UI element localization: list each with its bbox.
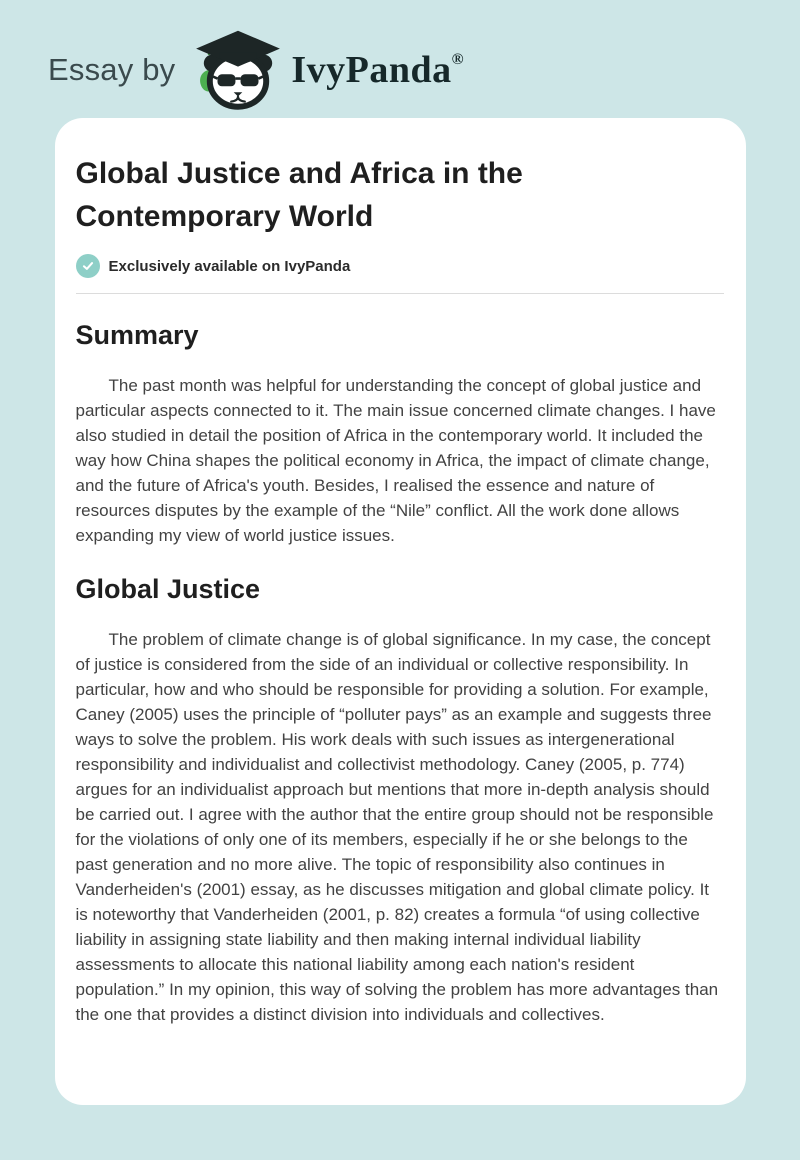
global-justice-paragraph: The problem of climate change is of global significance. In my case, the concept of justice is considered from the side of an individual or collective responsibility. In particular, how and who should be responsible for providing a solution. For example, Caney (2005) uses the principle of “polluter pays” as an example and suggests three ways to solve the problem. His work deals with such issues as intergenerational responsibility and individualist and collectivist methodology. Caney (2005, p. 774) argues for an individualist approach but mentions that more in-depth analysis should be carried out. I agree with the author that the entire group should not be responsible for the violations of only one of its members, especially if he or she belongs to the past generation and no more alive. The topic of responsibility also continues in Vanderheiden's (2001) essay, as he discusses mitigation and global climate policy. It is noteworthy that Vanderheiden (2001, p. 82) creates a formula “of using collective liability in assigning state liability and then making internal individual liability assessments to allocate this national liability among each nation's resident population.” In my opinion, this way of solving the problem has more advantages than the one that provides a distinct division into individuals and collectives. bbox=[75, 630, 719, 1024]
page-title: Global Justice and Africa in the Contemporary World bbox=[75, 157, 523, 233]
summary-paragraph: The past month was helpful for understanding the concept of global justice and particular aspects connected to it. The main issue concerned climate changes. I have also studied in detail the position of Africa in the contemporary world. It included the way how China shapes the political economy in Africa, the impact of climate change, and the future of Africa's youth. Besides, I realised the essence and nature of resources disputes by the example of the “Nile” conflict. All the work done allows expanding my view of world justice issues. bbox=[75, 376, 716, 545]
divider bbox=[76, 293, 724, 294]
exclusive-badge-label: Exclusively available on IvyPanda bbox=[108, 257, 351, 275]
exclusive-badge bbox=[76, 254, 724, 278]
essay-card bbox=[55, 118, 746, 1105]
page-header bbox=[0, 0, 800, 118]
check-icon bbox=[76, 254, 100, 278]
essay-by-label: Essay by bbox=[48, 52, 176, 87]
panda-graduate-icon bbox=[191, 25, 285, 115]
section-heading-global-justice: Global Justice bbox=[75, 574, 261, 604]
brand-logotype: IvyPanda® bbox=[291, 49, 465, 91]
section-heading-summary: Summary bbox=[75, 320, 199, 350]
registered-mark: ® bbox=[451, 51, 465, 68]
